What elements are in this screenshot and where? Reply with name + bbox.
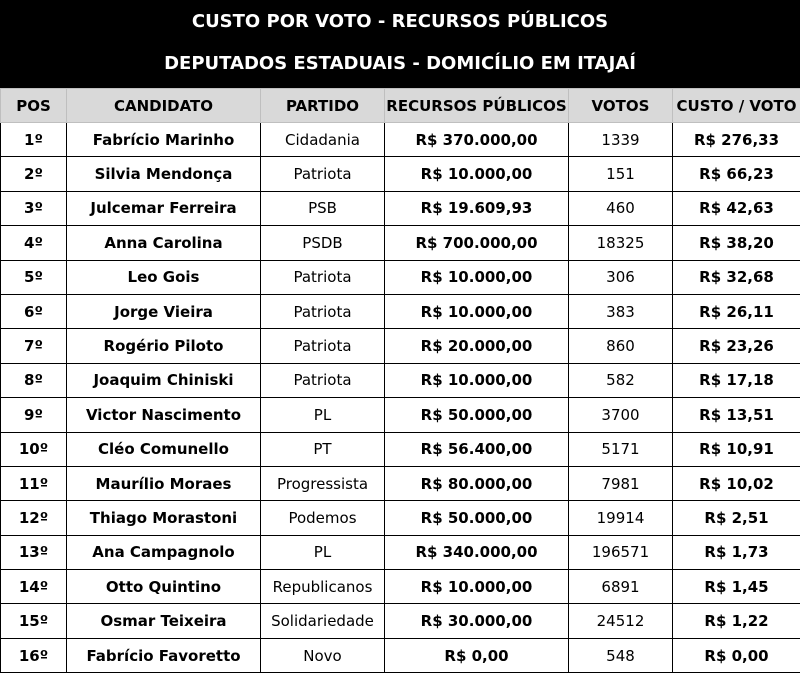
cell-candidato: Otto Quintino	[67, 570, 261, 604]
cell-candidato: Silvia Mendonça	[67, 157, 261, 191]
table-row	[1, 329, 800, 363]
cell-partido: PT	[261, 432, 385, 466]
cell-votos: 460	[569, 191, 673, 225]
cell-partido: Patriota	[261, 260, 385, 294]
cell-recursos: R$ 0,00	[385, 638, 569, 672]
table-body	[1, 123, 800, 673]
cell-custo: R$ 10,02	[673, 466, 800, 500]
cell-candidato: Julcemar Ferreira	[67, 191, 261, 225]
cell-pos: 11º	[1, 466, 67, 500]
cell-recursos: R$ 20.000,00	[385, 329, 569, 363]
table-row	[1, 191, 800, 225]
cell-recursos: R$ 50.000,00	[385, 398, 569, 432]
cell-recursos: R$ 700.000,00	[385, 226, 569, 260]
cell-votos: 383	[569, 294, 673, 328]
table-row	[1, 123, 800, 157]
cell-candidato: Victor Nascimento	[67, 398, 261, 432]
table-row	[1, 638, 800, 672]
cell-candidato: Ana Campagnolo	[67, 535, 261, 569]
cell-votos: 196571	[569, 535, 673, 569]
cell-custo: R$ 32,68	[673, 260, 800, 294]
cell-pos: 3º	[1, 191, 67, 225]
header-pos: POS	[1, 89, 67, 123]
cell-candidato: Osmar Teixeira	[67, 604, 261, 638]
cell-partido: Progressista	[261, 466, 385, 500]
cell-recursos: R$ 10.000,00	[385, 260, 569, 294]
cell-partido: Podemos	[261, 501, 385, 535]
cell-candidato: Thiago Morastoni	[67, 501, 261, 535]
cell-candidato: Maurílio Moraes	[67, 466, 261, 500]
header-custo: CUSTO / VOTO	[673, 89, 800, 123]
cell-candidato: Rogério Piloto	[67, 329, 261, 363]
table-row	[1, 294, 800, 328]
cell-partido: Patriota	[261, 363, 385, 397]
cell-partido: Republicanos	[261, 570, 385, 604]
cell-partido: PL	[261, 535, 385, 569]
cell-custo: R$ 2,51	[673, 501, 800, 535]
cell-partido: Cidadania	[261, 123, 385, 157]
cell-pos: 1º	[1, 123, 67, 157]
cell-custo: R$ 42,63	[673, 191, 800, 225]
table-row	[1, 570, 800, 604]
header-recursos: RECURSOS PÚBLICOS	[385, 89, 569, 123]
cell-votos: 18325	[569, 226, 673, 260]
table-row	[1, 535, 800, 569]
cell-recursos: R$ 10.000,00	[385, 294, 569, 328]
cell-custo: R$ 1,73	[673, 535, 800, 569]
cell-partido: Patriota	[261, 157, 385, 191]
cell-votos: 24512	[569, 604, 673, 638]
cell-pos: 9º	[1, 398, 67, 432]
cell-votos: 5171	[569, 432, 673, 466]
cell-custo: R$ 13,51	[673, 398, 800, 432]
cell-custo: R$ 23,26	[673, 329, 800, 363]
cell-candidato: Anna Carolina	[67, 226, 261, 260]
cell-pos: 6º	[1, 294, 67, 328]
table-row	[1, 226, 800, 260]
table-row	[1, 157, 800, 191]
cell-partido: Solidariedade	[261, 604, 385, 638]
header-votos: VOTOS	[569, 89, 673, 123]
table-row	[1, 363, 800, 397]
cell-custo: R$ 0,00	[673, 638, 800, 672]
cell-candidato: Cléo Comunello	[67, 432, 261, 466]
cell-recursos: R$ 10.000,00	[385, 570, 569, 604]
cell-candidato: Fabrício Marinho	[67, 123, 261, 157]
header-row	[1, 89, 800, 123]
cell-pos: 2º	[1, 157, 67, 191]
cell-partido: Patriota	[261, 329, 385, 363]
title-line-1: CUSTO POR VOTO - RECURSOS PÚBLICOS	[191, 11, 609, 32]
cell-votos: 6891	[569, 570, 673, 604]
cell-custo: R$ 26,11	[673, 294, 800, 328]
cell-votos: 19914	[569, 501, 673, 535]
cell-recursos: R$ 10.000,00	[385, 363, 569, 397]
cell-recursos: R$ 80.000,00	[385, 466, 569, 500]
cell-pos: 5º	[1, 260, 67, 294]
cell-custo: R$ 276,33	[673, 123, 800, 157]
cell-candidato: Jorge Vieira	[67, 294, 261, 328]
cell-votos: 582	[569, 363, 673, 397]
cell-votos: 7981	[569, 466, 673, 500]
table-row	[1, 604, 800, 638]
cell-custo: R$ 66,23	[673, 157, 800, 191]
cell-pos: 14º	[1, 570, 67, 604]
cell-custo: R$ 1,45	[673, 570, 800, 604]
cell-pos: 15º	[1, 604, 67, 638]
cell-custo: R$ 1,22	[673, 604, 800, 638]
cell-candidato: Leo Gois	[67, 260, 261, 294]
cell-partido: Patriota	[261, 294, 385, 328]
cell-partido: PL	[261, 398, 385, 432]
cell-partido: Novo	[261, 638, 385, 672]
header-partido: PARTIDO	[261, 89, 385, 123]
table-row	[1, 432, 800, 466]
cell-recursos: R$ 56.400,00	[385, 432, 569, 466]
cell-pos: 4º	[1, 226, 67, 260]
cell-pos: 16º	[1, 638, 67, 672]
cell-candidato: Fabrício Favoretto	[67, 638, 261, 672]
cell-pos: 10º	[1, 432, 67, 466]
table-row	[1, 501, 800, 535]
cell-votos: 1339	[569, 123, 673, 157]
table-row	[1, 398, 800, 432]
cell-pos: 7º	[1, 329, 67, 363]
cell-custo: R$ 38,20	[673, 226, 800, 260]
cell-custo: R$ 10,91	[673, 432, 800, 466]
ranking-table	[0, 88, 800, 673]
header-candidato: CANDIDATO	[67, 89, 261, 123]
table-row	[1, 260, 800, 294]
cell-votos: 151	[569, 157, 673, 191]
title-line-2: DEPUTADOS ESTADUAIS - DOMICÍLIO EM ITAJAÍ	[164, 53, 636, 74]
cell-partido: PSDB	[261, 226, 385, 260]
cell-votos: 306	[569, 260, 673, 294]
cell-recursos: R$ 30.000,00	[385, 604, 569, 638]
cell-recursos: R$ 370.000,00	[385, 123, 569, 157]
title-block	[0, 0, 800, 88]
cell-pos: 12º	[1, 501, 67, 535]
cell-recursos: R$ 340.000,00	[385, 535, 569, 569]
table-row	[1, 466, 800, 500]
cell-candidato: Joaquim Chiniski	[67, 363, 261, 397]
cell-votos: 860	[569, 329, 673, 363]
cell-pos: 13º	[1, 535, 67, 569]
cell-votos: 548	[569, 638, 673, 672]
cell-partido: PSB	[261, 191, 385, 225]
cell-recursos: R$ 19.609,93	[385, 191, 569, 225]
cell-recursos: R$ 50.000,00	[385, 501, 569, 535]
cell-recursos: R$ 10.000,00	[385, 157, 569, 191]
cell-pos: 8º	[1, 363, 67, 397]
cell-votos: 3700	[569, 398, 673, 432]
cell-custo: R$ 17,18	[673, 363, 800, 397]
